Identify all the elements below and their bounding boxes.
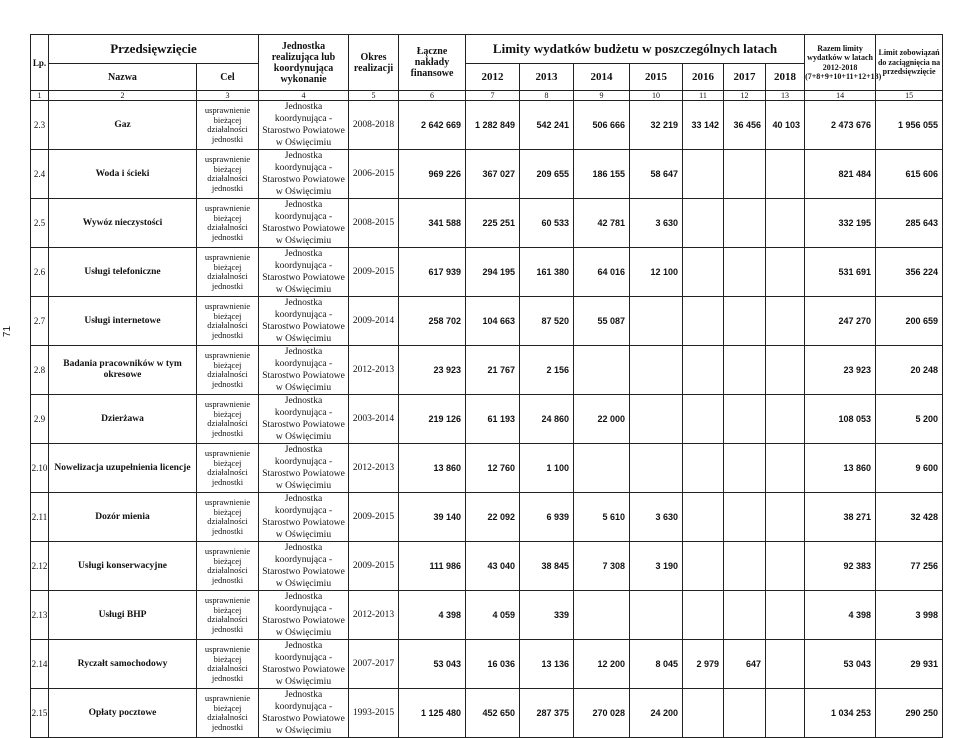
page-number: 71 — [2, 325, 14, 338]
header-przedsiewziecie: Przedsięwzięcie — [49, 35, 259, 64]
row-lp: 2.6 — [31, 248, 49, 297]
row-limit: 200 659 — [876, 297, 943, 346]
row-2018 — [766, 444, 805, 493]
row-okres: 2008-2018 — [349, 101, 399, 150]
header-laczne: Łączne nakłady finansowe — [399, 35, 466, 91]
row-2015 — [630, 346, 683, 395]
row-2018 — [766, 248, 805, 297]
row-2013: 542 241 — [520, 101, 574, 150]
table-row — [31, 199, 943, 248]
row-nazwa: Usługi BHP — [49, 591, 197, 640]
row-nazwa: Nowelizacja uzupełnienia licencje — [49, 444, 197, 493]
row-2018 — [766, 640, 805, 689]
row-okres: 2003-2014 — [349, 395, 399, 444]
row-2018 — [766, 542, 805, 591]
row-razem: 1 034 253 — [805, 689, 876, 738]
row-2015 — [630, 395, 683, 444]
row-2012: 12 760 — [466, 444, 520, 493]
col-number: 7 — [466, 91, 520, 101]
row-2013: 287 375 — [520, 689, 574, 738]
row-2017: 647 — [724, 640, 766, 689]
row-laczne: 4 398 — [399, 591, 466, 640]
row-limit: 32 428 — [876, 493, 943, 542]
row-2014: 64 016 — [574, 248, 630, 297]
row-2013: 2 156 — [520, 346, 574, 395]
row-2016: 33 142 — [683, 101, 724, 150]
row-2014: 186 155 — [574, 150, 630, 199]
row-2016: 2 979 — [683, 640, 724, 689]
row-cel: usprawnienie bieżącej działalności jednostki — [197, 444, 259, 493]
col-number: 8 — [520, 91, 574, 101]
row-razem: 2 473 676 — [805, 101, 876, 150]
row-jednostka: Jednostka koordynująca - Starostwo Powiatowe w Oświęcimiu — [259, 444, 349, 493]
row-2013: 161 380 — [520, 248, 574, 297]
row-cel: usprawnienie bieżącej działalności jednostki — [197, 199, 259, 248]
row-2018: 40 103 — [766, 101, 805, 150]
row-2014 — [574, 444, 630, 493]
row-limit: 9 600 — [876, 444, 943, 493]
row-2017 — [724, 395, 766, 444]
row-2012: 452 650 — [466, 689, 520, 738]
header-year: 2016 — [683, 64, 724, 91]
row-2016 — [683, 297, 724, 346]
row-2018 — [766, 493, 805, 542]
row-limit: 29 931 — [876, 640, 943, 689]
row-razem: 23 923 — [805, 346, 876, 395]
header-year: 2012 — [466, 64, 520, 91]
table-row — [31, 346, 943, 395]
row-2013: 209 655 — [520, 150, 574, 199]
row-laczne: 341 588 — [399, 199, 466, 248]
row-lp: 2.9 — [31, 395, 49, 444]
row-2012: 43 040 — [466, 542, 520, 591]
row-2013: 24 860 — [520, 395, 574, 444]
row-2016 — [683, 444, 724, 493]
row-limit: 77 256 — [876, 542, 943, 591]
row-2015 — [630, 591, 683, 640]
row-2017 — [724, 689, 766, 738]
row-2013: 1 100 — [520, 444, 574, 493]
row-2015 — [630, 297, 683, 346]
row-2018 — [766, 199, 805, 248]
row-laczne: 23 923 — [399, 346, 466, 395]
table-row — [31, 542, 943, 591]
row-2017 — [724, 444, 766, 493]
header-year: 2017 — [724, 64, 766, 91]
col-number: 12 — [724, 91, 766, 101]
row-lp: 2.15 — [31, 689, 49, 738]
row-okres: 2009-2014 — [349, 297, 399, 346]
row-limit: 1 956 055 — [876, 101, 943, 150]
table-row — [31, 640, 943, 689]
row-2012: 4 059 — [466, 591, 520, 640]
table-body — [31, 101, 943, 738]
row-2015: 32 219 — [630, 101, 683, 150]
row-2012: 22 092 — [466, 493, 520, 542]
row-2013: 339 — [520, 591, 574, 640]
col-number: 15 — [876, 91, 943, 101]
row-2014: 22 000 — [574, 395, 630, 444]
row-2014: 270 028 — [574, 689, 630, 738]
row-limit: 5 200 — [876, 395, 943, 444]
row-jednostka: Jednostka koordynująca - Starostwo Powiatowe w Oświęcimiu — [259, 150, 349, 199]
header-year: 2015 — [630, 64, 683, 91]
row-razem: 13 860 — [805, 444, 876, 493]
row-laczne: 111 986 — [399, 542, 466, 591]
row-laczne: 258 702 — [399, 297, 466, 346]
header-razem: Razem limity wydatków w latach 2012-2018 (7+8+9+10+11+12+13) — [805, 35, 876, 91]
row-okres: 2012-2013 — [349, 346, 399, 395]
row-razem: 332 195 — [805, 199, 876, 248]
row-2012: 1 282 849 — [466, 101, 520, 150]
table-row — [31, 444, 943, 493]
row-jednostka: Jednostka koordynująca - Starostwo Powiatowe w Oświęcimiu — [259, 199, 349, 248]
table-row — [31, 150, 943, 199]
row-jednostka: Jednostka koordynująca - Starostwo Powiatowe w Oświęcimiu — [259, 689, 349, 738]
header-year: 2014 — [574, 64, 630, 91]
row-2013: 60 533 — [520, 199, 574, 248]
row-jednostka: Jednostka koordynująca - Starostwo Powiatowe w Oświęcimiu — [259, 101, 349, 150]
row-2016 — [683, 542, 724, 591]
col-number: 13 — [766, 91, 805, 101]
row-laczne: 617 939 — [399, 248, 466, 297]
row-lp: 2.5 — [31, 199, 49, 248]
row-razem: 53 043 — [805, 640, 876, 689]
row-cel: usprawnienie bieżącej działalności jednostki — [197, 542, 259, 591]
row-laczne: 969 226 — [399, 150, 466, 199]
row-limit: 290 250 — [876, 689, 943, 738]
row-okres: 1993-2015 — [349, 689, 399, 738]
col-number: 3 — [197, 91, 259, 101]
row-2012: 61 193 — [466, 395, 520, 444]
row-2012: 104 663 — [466, 297, 520, 346]
row-cel: usprawnienie bieżącej działalności jednostki — [197, 248, 259, 297]
col-number: 4 — [259, 91, 349, 101]
row-okres: 2009-2015 — [349, 542, 399, 591]
row-2017 — [724, 542, 766, 591]
row-2017 — [724, 150, 766, 199]
row-2012: 21 767 — [466, 346, 520, 395]
row-limit: 285 643 — [876, 199, 943, 248]
row-lp: 2.4 — [31, 150, 49, 199]
row-2016 — [683, 591, 724, 640]
col-number: 2 — [49, 91, 197, 101]
row-lp: 2.7 — [31, 297, 49, 346]
row-jednostka: Jednostka koordynująca - Starostwo Powiatowe w Oświęcimiu — [259, 542, 349, 591]
row-okres: 2008-2015 — [349, 199, 399, 248]
row-nazwa: Opłaty pocztowe — [49, 689, 197, 738]
row-2016 — [683, 689, 724, 738]
row-cel: usprawnienie bieżącej działalności jednostki — [197, 640, 259, 689]
row-2015: 24 200 — [630, 689, 683, 738]
row-nazwa: Usługi internetowe — [49, 297, 197, 346]
row-nazwa: Dzierżawa — [49, 395, 197, 444]
row-laczne: 2 642 669 — [399, 101, 466, 150]
row-lp: 2.13 — [31, 591, 49, 640]
row-nazwa: Dozór mienia — [49, 493, 197, 542]
header-okres: Okres realizacji — [349, 35, 399, 91]
row-jednostka: Jednostka koordynująca - Starostwo Powiatowe w Oświęcimiu — [259, 346, 349, 395]
header-year: 2013 — [520, 64, 574, 91]
header-limity: Limity wydatków budżetu w poszczególnych latach — [466, 35, 805, 64]
row-jednostka: Jednostka koordynująca - Starostwo Powiatowe w Oświęcimiu — [259, 395, 349, 444]
budget-table-page — [30, 34, 942, 736]
row-2018 — [766, 591, 805, 640]
row-2016 — [683, 346, 724, 395]
row-2014 — [574, 346, 630, 395]
row-2015: 3 630 — [630, 493, 683, 542]
table-row — [31, 101, 943, 150]
table-row — [31, 689, 943, 738]
row-okres: 2009-2015 — [349, 248, 399, 297]
row-2013: 6 939 — [520, 493, 574, 542]
row-jednostka: Jednostka koordynująca - Starostwo Powiatowe w Oświęcimiu — [259, 248, 349, 297]
col-number: 14 — [805, 91, 876, 101]
row-cel: usprawnienie bieżącej działalności jednostki — [197, 591, 259, 640]
table-row — [31, 591, 943, 640]
row-2017 — [724, 493, 766, 542]
row-limit: 615 606 — [876, 150, 943, 199]
row-cel: usprawnienie bieżącej działalności jednostki — [197, 150, 259, 199]
col-number: 9 — [574, 91, 630, 101]
row-2016 — [683, 248, 724, 297]
row-2015: 3 190 — [630, 542, 683, 591]
row-2014: 506 666 — [574, 101, 630, 150]
header-limit: Limit zobowiązań do zaciągnięcia na przedsięwzięcie — [876, 35, 943, 91]
row-2017 — [724, 346, 766, 395]
row-2017 — [724, 199, 766, 248]
header-cel: Cel — [197, 64, 259, 91]
table-row — [31, 297, 943, 346]
row-razem: 92 383 — [805, 542, 876, 591]
row-2014: 5 610 — [574, 493, 630, 542]
row-lp: 2.12 — [31, 542, 49, 591]
budget-limits-table — [30, 34, 943, 738]
row-2014: 7 308 — [574, 542, 630, 591]
row-2017: 36 456 — [724, 101, 766, 150]
row-2018 — [766, 395, 805, 444]
col-number: 10 — [630, 91, 683, 101]
row-2012: 225 251 — [466, 199, 520, 248]
table-row — [31, 395, 943, 444]
row-limit: 3 998 — [876, 591, 943, 640]
row-2018 — [766, 150, 805, 199]
row-nazwa: Gaz — [49, 101, 197, 150]
row-2014: 42 781 — [574, 199, 630, 248]
header-jednostka: Jednostka realizująca lub koordynująca wykonanie — [259, 35, 349, 91]
row-limit: 356 224 — [876, 248, 943, 297]
row-2015: 58 647 — [630, 150, 683, 199]
row-nazwa: Usługi telefoniczne — [49, 248, 197, 297]
row-razem: 821 484 — [805, 150, 876, 199]
row-lp: 2.8 — [31, 346, 49, 395]
row-lp: 2.3 — [31, 101, 49, 150]
col-number: 5 — [349, 91, 399, 101]
row-2018 — [766, 689, 805, 738]
row-okres: 2009-2015 — [349, 493, 399, 542]
row-razem: 108 053 — [805, 395, 876, 444]
col-number: 11 — [683, 91, 724, 101]
row-nazwa: Ryczałt samochodowy — [49, 640, 197, 689]
row-laczne: 39 140 — [399, 493, 466, 542]
row-cel: usprawnienie bieżącej działalności jednostki — [197, 689, 259, 738]
row-razem: 4 398 — [805, 591, 876, 640]
row-2014 — [574, 591, 630, 640]
row-2014: 12 200 — [574, 640, 630, 689]
row-2013: 87 520 — [520, 297, 574, 346]
row-2017 — [724, 297, 766, 346]
row-2012: 367 027 — [466, 150, 520, 199]
col-number: 1 — [31, 91, 49, 101]
row-cel: usprawnienie bieżącej działalności jednostki — [197, 346, 259, 395]
row-nazwa: Woda i ścieki — [49, 150, 197, 199]
row-laczne: 219 126 — [399, 395, 466, 444]
header-nazwa: Nazwa — [49, 64, 197, 91]
row-lp: 2.14 — [31, 640, 49, 689]
row-2012: 16 036 — [466, 640, 520, 689]
row-okres: 2012-2013 — [349, 591, 399, 640]
row-jednostka: Jednostka koordynująca - Starostwo Powiatowe w Oświęcimiu — [259, 591, 349, 640]
row-jednostka: Jednostka koordynująca - Starostwo Powiatowe w Oświęcimiu — [259, 297, 349, 346]
row-2013: 38 845 — [520, 542, 574, 591]
row-2013: 13 136 — [520, 640, 574, 689]
table-row — [31, 248, 943, 297]
row-lp: 2.11 — [31, 493, 49, 542]
row-jednostka: Jednostka koordynująca - Starostwo Powiatowe w Oświęcimiu — [259, 493, 349, 542]
row-2017 — [724, 591, 766, 640]
row-2015: 3 630 — [630, 199, 683, 248]
row-2016 — [683, 493, 724, 542]
row-laczne: 53 043 — [399, 640, 466, 689]
row-cel: usprawnienie bieżącej działalności jednostki — [197, 101, 259, 150]
header-lp: Lp. — [31, 35, 49, 91]
row-2017 — [724, 248, 766, 297]
row-2018 — [766, 297, 805, 346]
row-jednostka: Jednostka koordynująca - Starostwo Powiatowe w Oświęcimiu — [259, 640, 349, 689]
row-laczne: 1 125 480 — [399, 689, 466, 738]
row-cel: usprawnienie bieżącej działalności jednostki — [197, 297, 259, 346]
row-nazwa: Badania pracowników w tym okresowe — [49, 346, 197, 395]
row-2015 — [630, 444, 683, 493]
row-2015: 12 100 — [630, 248, 683, 297]
row-2016 — [683, 150, 724, 199]
row-lp: 2.10 — [31, 444, 49, 493]
row-razem: 531 691 — [805, 248, 876, 297]
row-nazwa: Wywóz nieczystości — [49, 199, 197, 248]
row-okres: 2007-2017 — [349, 640, 399, 689]
row-nazwa: Usługi konserwacyjne — [49, 542, 197, 591]
row-razem: 38 271 — [805, 493, 876, 542]
row-cel: usprawnienie bieżącej działalności jednostki — [197, 493, 259, 542]
row-okres: 2012-2013 — [349, 444, 399, 493]
row-2015: 8 045 — [630, 640, 683, 689]
col-number: 6 — [399, 91, 466, 101]
row-2016 — [683, 395, 724, 444]
header-year: 2018 — [766, 64, 805, 91]
row-laczne: 13 860 — [399, 444, 466, 493]
row-2016 — [683, 199, 724, 248]
row-limit: 20 248 — [876, 346, 943, 395]
row-razem: 247 270 — [805, 297, 876, 346]
row-cel: usprawnienie bieżącej działalności jednostki — [197, 395, 259, 444]
table-row — [31, 493, 943, 542]
row-2018 — [766, 346, 805, 395]
row-2012: 294 195 — [466, 248, 520, 297]
row-okres: 2006-2015 — [349, 150, 399, 199]
row-2014: 55 087 — [574, 297, 630, 346]
